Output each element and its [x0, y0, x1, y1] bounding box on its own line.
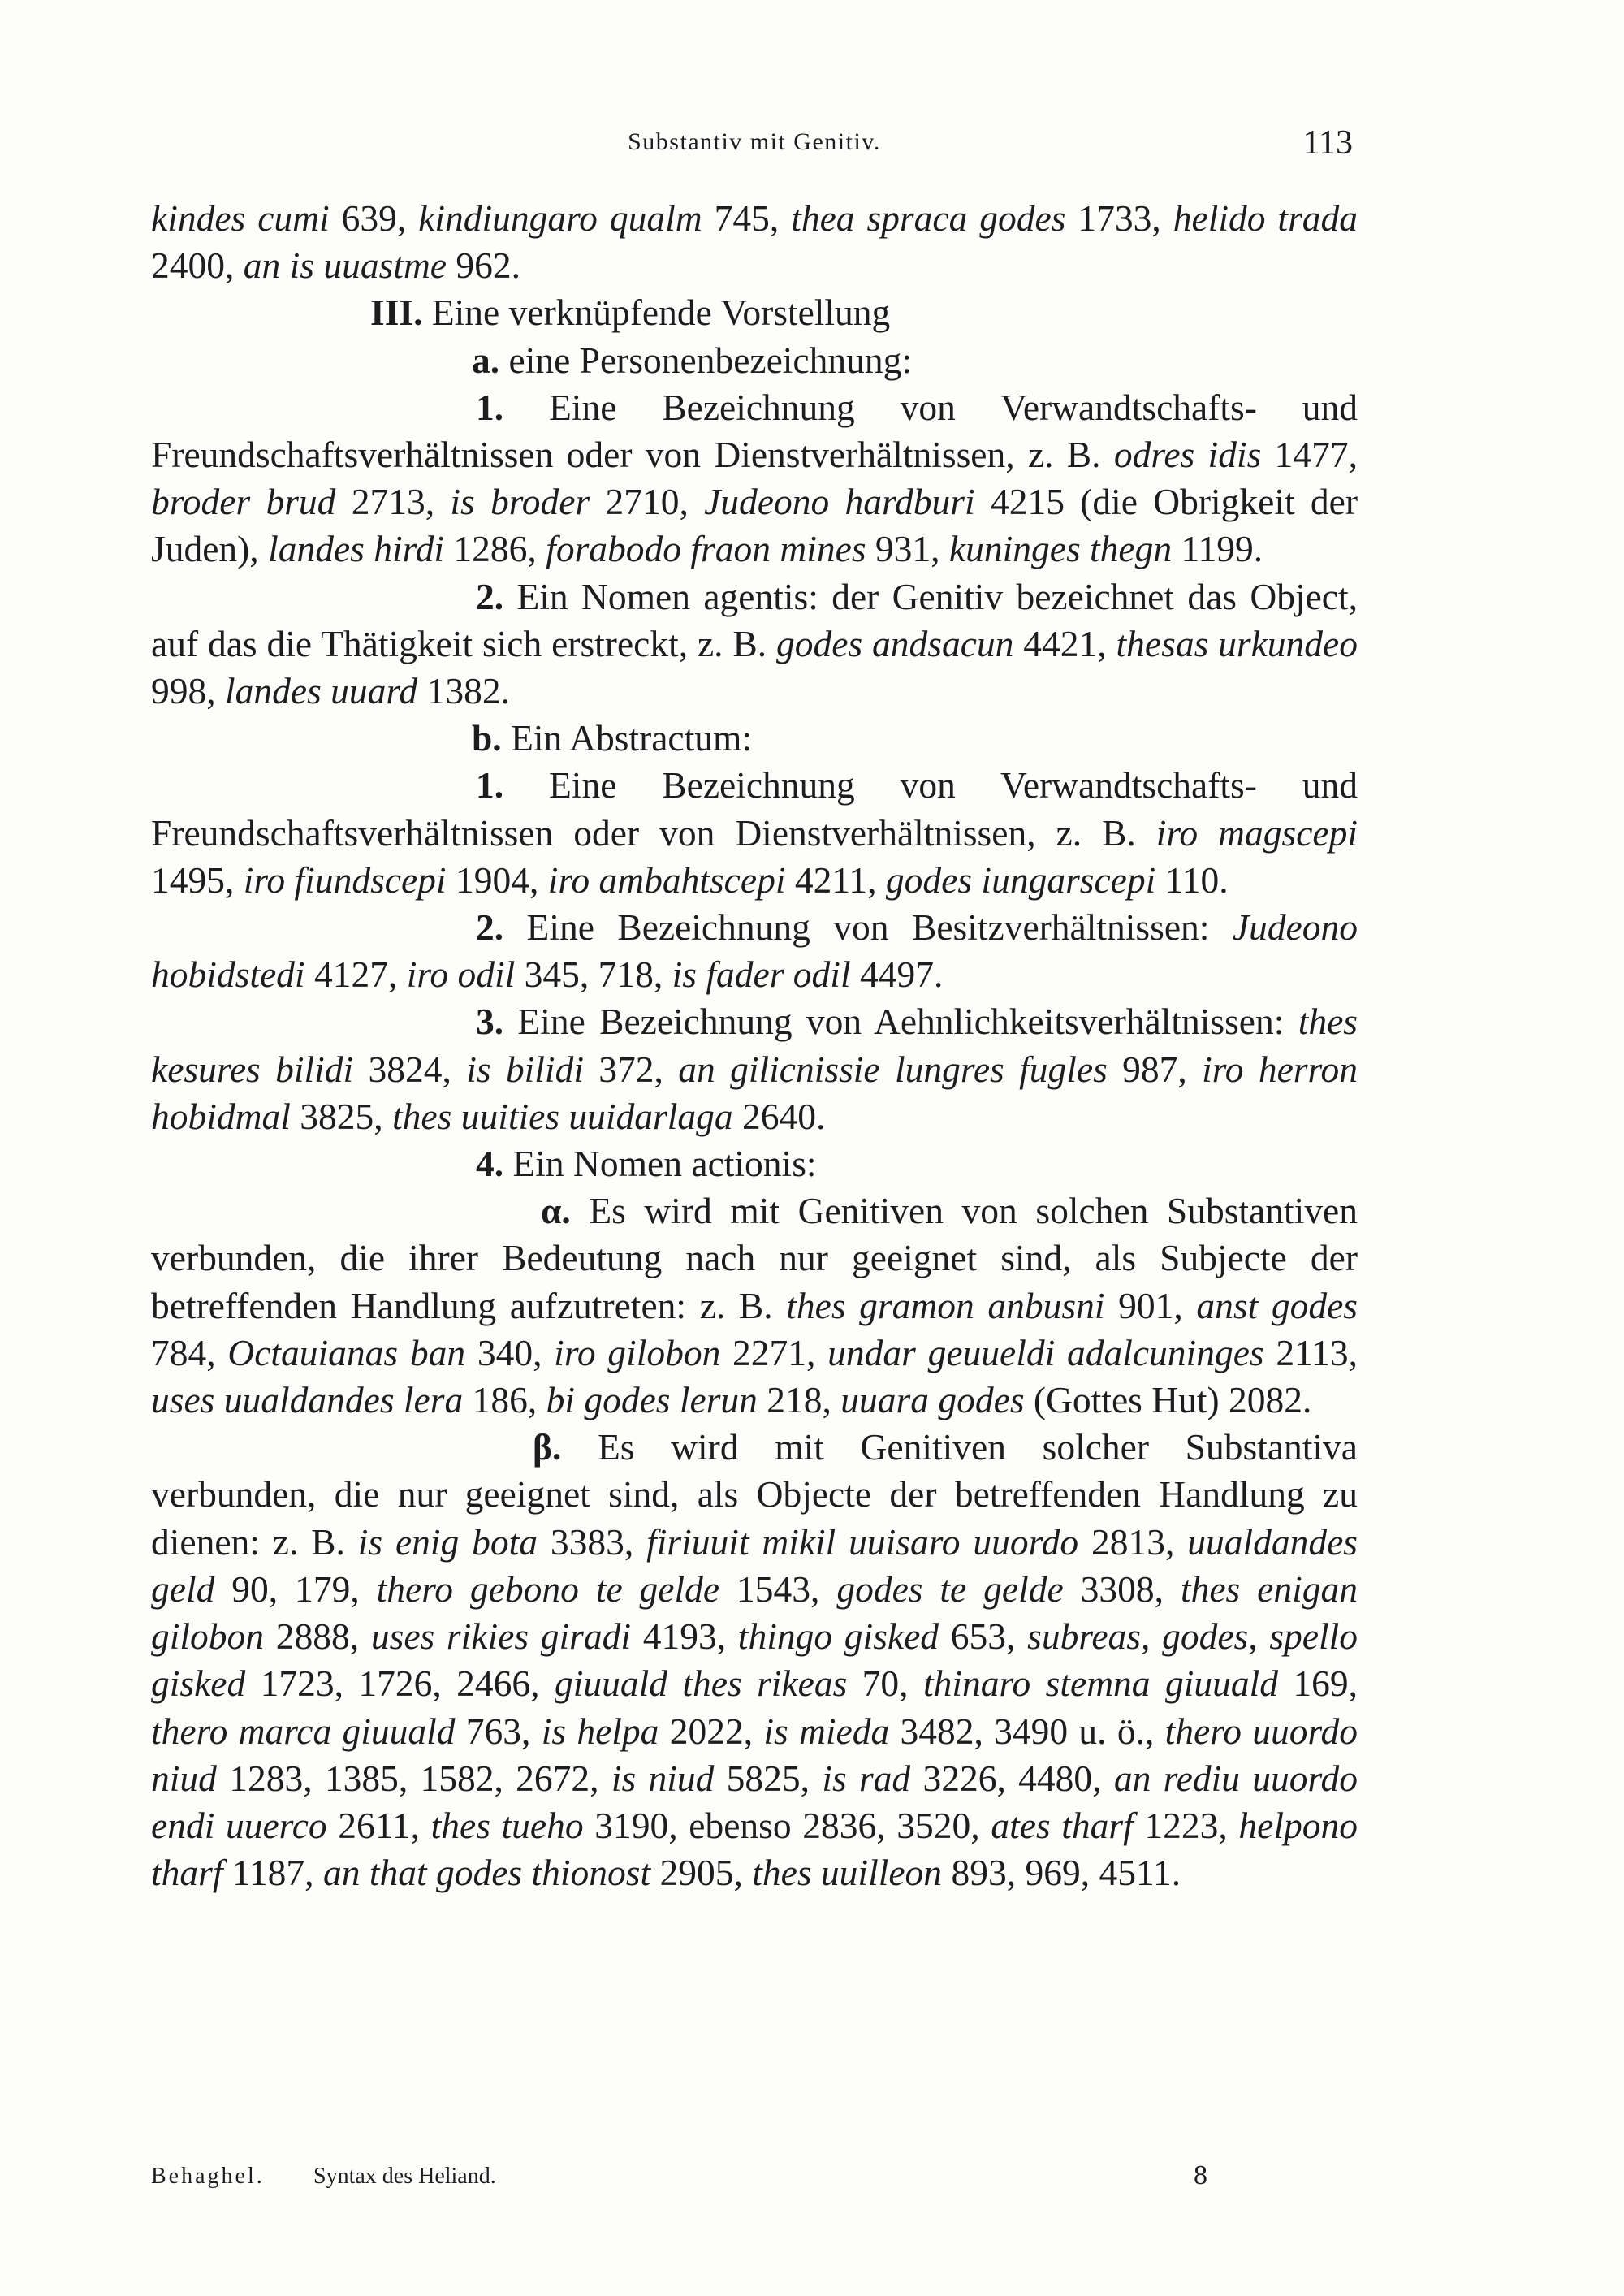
italic-citation: is rad	[822, 1757, 911, 1799]
text-run: 169,	[1277, 1663, 1358, 1705]
paragraph	[151, 1140, 1358, 1187]
italic-citation: iro herron hobidmal	[151, 1048, 1358, 1137]
text-run: 987,	[1107, 1048, 1203, 1090]
italic-citation: is bilidi	[466, 1048, 584, 1090]
text-run: Es wird mit Genitiven von solchen Substantiven verbunden, die ihrer Bedeutung nach nur geeignet sind, als Subjecte der betreffenden Handlung aufzutreten: z. B.	[151, 1190, 1358, 1326]
text-run: Ein Nomen actionis:	[503, 1143, 817, 1185]
text-run: Es wird mit Genitiven solcher Substantiva verbunden, die nur geeignet sind, als Objecte der betreffenden Handlung zu dienen: z. B.	[151, 1426, 1358, 1563]
section-marker: 4.	[476, 1143, 504, 1185]
italic-citation: uualdandes geld	[151, 1520, 1358, 1610]
italic-citation: kindes cumi	[151, 197, 330, 239]
text-run: 90, 179,	[214, 1567, 377, 1610]
text-run: 2113,	[1263, 1331, 1358, 1373]
text-run: 3824,	[353, 1048, 467, 1090]
section-marker: 1.	[476, 764, 504, 806]
italic-citation: landes uuard	[225, 670, 418, 712]
text-run: 901,	[1104, 1284, 1197, 1326]
italic-citation: is mieda	[763, 1710, 890, 1752]
italic-citation: landes hirdi	[268, 528, 445, 570]
text-run: 3825,	[290, 1095, 393, 1137]
text-run: 1477,	[1261, 434, 1358, 476]
paragraph	[151, 904, 1358, 998]
italic-citation: uses rikies giradi	[370, 1615, 631, 1658]
italic-citation: iro odil	[406, 953, 516, 996]
running-header	[151, 124, 1358, 174]
text-run: 1723, 1726, 2466,	[245, 1663, 555, 1705]
text-run: 2640.	[732, 1095, 826, 1137]
text-run: 372,	[583, 1048, 679, 1090]
text-run: 1223,	[1133, 1804, 1239, 1846]
section-marker: 1.	[476, 386, 504, 428]
italic-citation: kuninges thegn	[948, 528, 1173, 570]
section-marker: a.	[472, 339, 500, 381]
italic-citation: Judeono hobidstedi	[151, 906, 1358, 996]
italic-citation: iro ambahtscepi	[547, 858, 786, 901]
text-run: 4215 (die Obrigkeit der Juden),	[151, 481, 1358, 570]
italic-citation: godes te gelde	[836, 1567, 1064, 1610]
text-run: 639,	[329, 197, 419, 239]
italic-citation: thero gebono te gelde	[376, 1567, 720, 1610]
text-run: 2905,	[650, 1852, 753, 1894]
text-run: 2022,	[659, 1710, 764, 1752]
italic-citation: thes kesures bilidi	[151, 1001, 1358, 1090]
italic-citation: uuara godes	[840, 1379, 1025, 1421]
section-marker: α.	[541, 1190, 571, 1232]
text-run: 763,	[455, 1710, 542, 1752]
text-run: 110.	[1155, 858, 1229, 901]
text-run: 962.	[447, 244, 520, 287]
text-run: Eine Bezeichnung von Verwandtschafts- und Freundschaftsverhältnissen oder von Dienstverhältnissen, z. B.	[151, 386, 1358, 476]
page-footer	[151, 2160, 1358, 2196]
section-marker: III.	[370, 292, 423, 334]
text-run: Eine verknüpfende Vorstellung	[422, 292, 891, 334]
italic-citation: thes enigan gilobon	[151, 1567, 1358, 1658]
italic-citation: godes iungarscepi	[885, 858, 1156, 901]
text-run: 2713,	[335, 481, 451, 523]
italic-citation: thes gramon anbusni	[786, 1284, 1105, 1326]
section-marker: b.	[472, 717, 502, 759]
section-marker: 2.	[476, 575, 504, 617]
italic-citation: helpono tharf	[151, 1804, 1358, 1894]
italic-citation: thingo gisked	[737, 1615, 939, 1658]
text-run: 1382.	[417, 670, 510, 712]
italic-citation: forabodo fraon mines	[546, 528, 866, 570]
italic-citation: thero uuordo niud	[151, 1710, 1358, 1799]
text-run: 3190, ebenso 2836, 3520,	[583, 1804, 991, 1846]
italic-citation: ates tharf	[991, 1804, 1134, 1846]
italic-citation: thes uuities uuidarlaga	[392, 1095, 733, 1137]
text-run: 2710,	[590, 481, 705, 523]
signature-mark: 8	[1194, 2160, 1207, 2190]
italic-citation: is enig bota	[357, 1520, 538, 1563]
italic-citation: helido trada	[1173, 197, 1358, 239]
italic-citation: an is uuastme	[243, 244, 447, 287]
text-run: 1543,	[719, 1567, 837, 1610]
text-run: 5825,	[714, 1757, 823, 1799]
text-run: 784,	[151, 1331, 228, 1373]
running-title: Substantiv mit Genitiv.	[628, 128, 881, 155]
italic-citation: subreas, godes, spello gisked	[151, 1615, 1358, 1705]
footer-book-title: Syntax des Heliand.	[313, 2164, 496, 2189]
italic-citation: odres idis	[1113, 434, 1262, 476]
text-run: Ein Abstractum:	[501, 717, 753, 759]
text-run: 3226, 4480,	[910, 1757, 1114, 1799]
text-run: 931,	[866, 528, 949, 570]
text-run: Eine Bezeichnung von Aehnlichkeitsverhältnissen:	[503, 1001, 1298, 1043]
text-run: 2888,	[264, 1615, 371, 1658]
text-run: 2271,	[720, 1331, 828, 1373]
italic-citation: an gilicnissie lungres fugles	[678, 1048, 1108, 1090]
text-run: Eine Bezeichnung von Verwandtschafts- und Freundschaftsverhältnissen oder von Dienstverhältnissen, z. B.	[151, 764, 1358, 854]
text-run: 2400,	[151, 244, 244, 287]
section-marker: 2.	[476, 906, 504, 949]
italic-citation: bi godes lerun	[546, 1379, 758, 1421]
text-run: 653,	[939, 1615, 1028, 1658]
italic-citation: thesas urkundeo	[1116, 622, 1358, 664]
text-run: Ein Nomen agentis: der Genitiv bezeichnet das Object, auf das die Thätigkeit sich erstreckt, z. B.	[151, 575, 1358, 664]
page-number: 113	[1302, 124, 1353, 162]
text-run: (Gottes Hut) 2082.	[1024, 1379, 1312, 1421]
text-run: 998,	[151, 670, 225, 712]
text-run: 1495,	[151, 858, 244, 901]
text-run: 2813,	[1078, 1520, 1188, 1563]
text-run: 340,	[465, 1331, 555, 1373]
paragraph	[151, 1424, 1358, 1896]
italic-citation: thinaro stemna giuuald	[922, 1663, 1278, 1705]
italic-citation: iro magscepi	[1155, 811, 1358, 854]
footer-author: Behaghel.	[151, 2164, 265, 2189]
italic-citation: thes tueho	[430, 1804, 584, 1846]
text-run: eine Personenbezeichnung:	[499, 339, 913, 381]
paragraph	[151, 337, 1358, 384]
paragraph	[151, 573, 1358, 716]
text-run: 745,	[702, 197, 792, 239]
section-marker: 3.	[476, 1001, 504, 1043]
italic-citation: is helpa	[541, 1710, 659, 1752]
section-marker: β.	[533, 1426, 562, 1468]
text-run: 2611,	[326, 1804, 431, 1846]
body-text	[151, 195, 1358, 1896]
text-run: 3383,	[538, 1520, 647, 1563]
italic-citation: is fader odil	[672, 953, 851, 996]
text-run: 1904,	[446, 858, 548, 901]
italic-citation: thes uuilleon	[752, 1852, 943, 1894]
italic-citation: Octauianas ban	[227, 1331, 466, 1373]
italic-citation: thea spraca godes	[791, 197, 1066, 239]
italic-citation: undar geuueldi adalcuninges	[827, 1331, 1264, 1373]
text-run: 4421,	[1013, 622, 1116, 664]
italic-citation: giuuald thes rikeas	[554, 1663, 848, 1705]
italic-citation: kindiungaro qualm	[418, 197, 702, 239]
italic-citation: broder brud	[151, 481, 336, 523]
text-run: 4127,	[304, 953, 407, 996]
text-run: 1283, 1385, 1582, 2672,	[216, 1757, 611, 1799]
italic-citation: Judeono hardburi	[704, 481, 975, 523]
italic-citation: is broder	[450, 481, 590, 523]
text-run: 1187,	[222, 1852, 323, 1894]
italic-citation: godes andsacun	[776, 622, 1014, 664]
text-run: 893, 969, 4511.	[942, 1852, 1181, 1894]
paragraph	[151, 715, 1358, 762]
text-run: 186,	[463, 1379, 546, 1421]
italic-citation: firiuuit mikil uuisaro uuordo	[646, 1520, 1079, 1563]
text-run: 4211,	[785, 858, 886, 901]
text-run: Eine Bezeichnung von Besitzverhältnissen:	[503, 906, 1233, 949]
italic-citation: an rediu uuordo endi uuerco	[151, 1757, 1358, 1846]
paragraph	[151, 289, 1358, 336]
text-run: 4193,	[630, 1615, 738, 1658]
italic-citation: thero marca giuuald	[151, 1710, 456, 1752]
text-run: 3308,	[1063, 1567, 1181, 1610]
text-run: 218,	[757, 1379, 841, 1421]
paragraph	[151, 762, 1358, 904]
text-run: 345, 718,	[515, 953, 672, 996]
italic-citation: is niud	[611, 1757, 715, 1799]
text-run: 4497.	[850, 953, 944, 996]
text-run: 3482, 3490 u. ö.,	[889, 1710, 1165, 1752]
paragraph	[151, 998, 1358, 1140]
text-run: 70,	[847, 1663, 923, 1705]
italic-citation: uses uualdandes lera	[151, 1379, 464, 1421]
italic-citation: iro fiundscepi	[243, 858, 447, 901]
paragraph	[151, 384, 1358, 573]
text-run: 1199.	[1172, 528, 1263, 570]
italic-citation: an that godes thionost	[322, 1852, 651, 1894]
paragraph	[151, 195, 1358, 289]
text-run: 1733,	[1065, 197, 1173, 239]
italic-citation: iro gilobon	[554, 1331, 721, 1373]
text-run: 1286,	[444, 528, 546, 570]
paragraph	[151, 1187, 1358, 1424]
italic-citation: anst godes	[1196, 1284, 1358, 1326]
